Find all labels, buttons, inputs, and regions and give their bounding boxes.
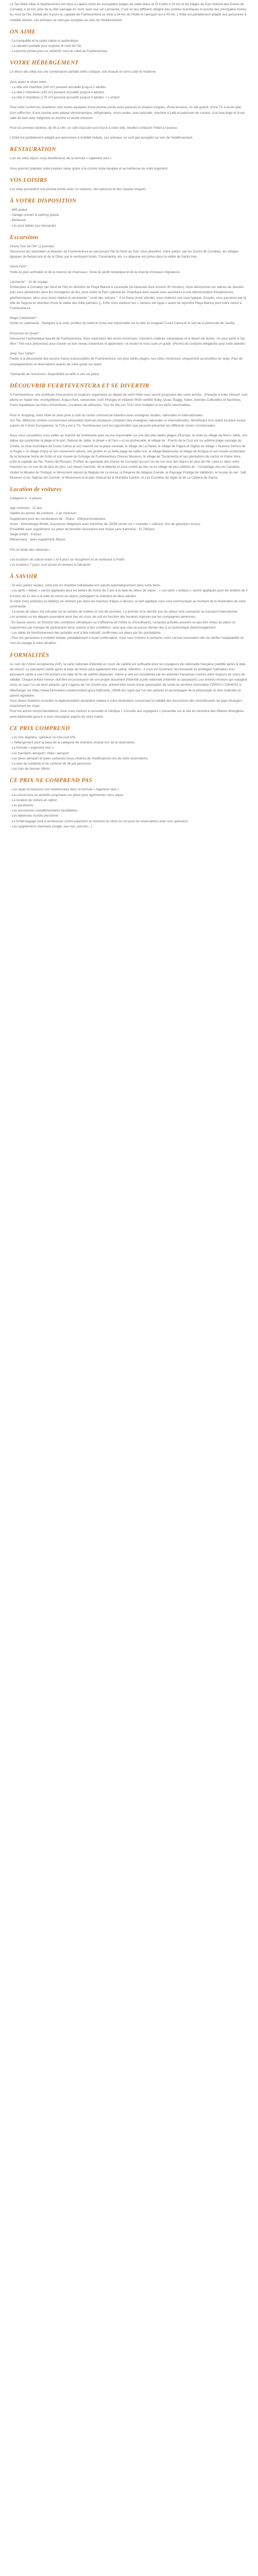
paragraph: - Garage couvert & parking gratuit [10,213,59,217]
paragraph: - La formule « logement seul », [10,746,55,750]
paragraph: Prix et rendu des véhicules : [10,548,51,552]
paragraph-gap [10,327,248,331]
paragraph-gap [10,100,248,105]
paragraph: - Barbecue [10,218,26,223]
paragraph: - Les transferts aéroport / hôtel / aéroport [10,751,69,755]
paragraph: L'hôtel est parfaitement adapté aux personnes à mobilité réduite. Les animaux ne sont pas acceptés au sein de l'établissement. [10,136,194,140]
section [10,486,248,568]
paragraph: Les villas possèdent une piscine privée avec un solarium, des parasols et des chaises longues. [10,187,147,191]
paragraph: - La piscine privée pour un rafraîchir sous le soleil de Fuerteventura [10,49,107,54]
paragraph: Validité du permis de conduire : 1 an minimum [10,512,77,516]
paragraph-gap [10,162,248,166]
paragraph-gap [10,409,248,413]
paragraph: Nous vous conseillons vous veiller au marché de Solebrante avec sa vue imprenable sur une des plus belles plages d'Europe, la visite du village de Morro Jable, son église qui surplombe la plage et le port. Natural de Jable, le phare « el Faro » et sa promenade, le village de : Puerto de la Cruz est sa sublime plage sauvage de Cofete, la zone touristique de Costa Calma et son marché sur la place centrale, le village de La Pared, le village de Pajara et l'église du village « Nuestra Señora de la Regla », le village d'Ajuy et son monument naturel, ses grottes et sa belle plage de sable noir, le village Betancuria, le village de Antigua et son moulin producteur de la fameuse farine de Gofio et son musée du fromage de Fuerteventura Cheese Museum, le village de Tiscamanita et ses plantations de cactus et d'aloe Vera, enfin la capitale de l'île, Puerto del Rosario. Profitez du spectacle des Dunes de Corralejo qui est l'un de nos tous des blancs en plus de l'île, celui-ci, dans votre marchez sur ce vue de de plus en plus. Les beaux marchés, de la détente et vous rendre au lieu ou en village de plus célèbre de : l'Arcipelago des les Canaries. [10,434,248,469]
paragraph-gap [10,543,248,548]
paragraph: - Les frais de dossier offerts. [10,767,51,771]
section [10,177,248,192]
paragraph-gap [10,347,248,351]
paragraph: - Les tarifs « bébés » seront appliqués pour les bébés de moins de 2 ans à la date du retour de séjour ; « Les tarifs « enfants » seront appliqués pour les enfants de 2 à moins de 12 ans à la date du retour du séjour, partageant la chambre de deux adultes. [10,589,248,598]
paragraph: Inclus : Kilométrage illimité, Assurance obligatoire avec franchise de 1500€ (inclut vol + incendie + collision, bris de glace/jour inclus). [10,522,201,526]
section [10,573,248,646]
section-heading: À VOTRE DISPOSITION [10,198,77,205]
section [10,725,248,772]
paragraph: - La situation parfaite pour explorer le nord de l'île [10,44,82,48]
paragraph: - Wifi gratuit [10,208,27,212]
paragraph: Visite du parc animalier et de la réserve de chameaux. Visite du jardin botanique et de la réserve d'oiseaux migrateurs. [10,270,181,274]
section-heading: À SAVOIR [10,573,38,580]
section-heading: RESTAURATION [10,146,56,153]
section-heading: VOTRE HÉBERGEMENT [10,60,79,66]
paragraph: Embarquez à Corralejo (au Nord de l'île) en direction de Playa Blanca à Lanzarote (la traversée dure environ 30 minutes). Vous découvrirez les salines de Janubio puis vous pénétrerez dans les montagnes de feu, pour visiter le Parc national de Timanfaya dans lequel vous assisterez à une démonstration d'expériences géothermiques, ainsi vous aurez réalisé la renommée " route des volcans ". À la Geria (zone viticole), vous visiterez une cave typique. Ensuite, vous passerez par la ville de Yaguna en direction d'une la vallée des mille palmiers (). Enfin vous visiterez les « Jameos del Agua » avant de rejoindre Playa Blanca pour votre retour à Fuerteventura. [10,285,246,310]
section [10,197,248,229]
paragraph: Au sein de l'Union européenne (UE), la carte nationale d'identité en cours de validité est suffisante pour les voyageurs de nationalité française (validité après la date de retour). Le passeport valide après la date de retour peut également être utilisé. Attention : il vous est fortement recommandé de privilégier l'utilisation d'un passeport valide à une CNI portant une date de fin de validité dépassée, même si elle est considérée par les autorités françaises comme étant toujours en cours de validité. Chaque enfant mineur, doit être en possession de son propre document d'identité (carte nationale d'identité ou passeport). Les enfants mineurs qui voyagent seuls ou sans l'un de leurs parents, qu'il s'agisse de l'un d'entre eux, doivent être munis d'une autorisation de sortie du territoire (formulaire CERFA n°15646*01 à télécharger sur https://www.formulaires.modernisation.gouv.fr/gf/cerfa_15646.do) signé par l'un des parents et accompagné de la photocopie du titre d'identité du parent signataire. [10,662,247,698]
section [10,652,248,720]
paragraph: - La villa 2 chambres (145 m²) pouvant accueillir jusqu'à 4 adultes [10,91,104,95]
paragraph: Partez à la découverte des recoins traces inaccessibles de Fuerteventura, ses plus belles plages, ses côtes rocheuses, uniquement accessibles en Jeep. Pour de renseignements et réservations auprès de votre guide sur place [10,357,243,366]
paragraph-gap [10,311,248,316]
paragraph: Rehausseur : avec supplément 3€/jour [10,538,66,542]
paragraph: Supplément pour les conducteurs de : 25ans : 20€/jour/conducteur [10,517,106,521]
paragraph: - Pour les personnes à mobilité réduite, préalablement à toute confirmation, nous vous invitons à contacter notre service réservation afin de vérifier l'adaptabilité du nom du voyage à votre situation. [10,636,244,646]
paragraph: - Si vous partez seul(e), votre prix en chambre individuelle est calculé automatiquement dans votre devis. [10,584,162,588]
paragraph: - Les taxes aéroport et taxes carburant (sous réserve de modifications lors de votre réservation), [10,756,149,760]
paragraph: *Demande de l'excursion, disponibilité et tarifs à voir sur place. [10,372,100,376]
paragraph: Sur l'île, différents centres commerciaux présentent diverses boutiques comptant des enseignes nationales et internationales. Bénéficiant d'un statut insulaire avoué auprès de l'Union Européenne, la TVA y est à 7%. Nombreuses sont les opportunités que peuvent présenter les différents zones commerciales. [10,418,246,428]
section-heading: ON AIME [10,28,36,35]
paragraph: Visitez le Mirador de Tindaya, le Monument naturel du Malpais de La Arena, la Réserve de Aldapas Grande, le Paysage Protégé de Vallebrón, le musée du sel - Salt Museum et les Salinas del Carmen, le Monument et le parc Natural de la Montaña Cardón, et Les Cuchillas de Vigán et de La Caldera de Gairía. [10,470,246,480]
paragraph: Lanzarote* : 1h de voyage. [10,280,49,284]
paragraph-gap [10,260,248,264]
paragraph: - La villa 3 chambres (175 m²) pouvant accueillir jusqu'à 5 adultes + 1 enfant [10,96,120,100]
paragraph: Si votre (nos) enfant(s) ou bébé(s) ne rentrent pas dans les tranches d'âges ci-dessus, le tarif appliqué vous sera communiqué au moment de la finalisation de votre commande. [10,599,246,609]
section [10,2,248,23]
section-heading: CE PRIX COMPREND [10,725,70,732]
section [10,382,248,481]
paragraph: Pour votre confort les chambres sont toutes équipées d'une piscine privée avec parasols et chaises longues, d'une terrasse, un wifi gratuit, d'une TV à écran plat, d'un coffre-fort, d'une cuisine avec plaque vitrocéramique, réfrigérateur, micro-ondes, lave-vaisselle, machine à café et patio/coin de cuisine, d'un lave-linge et d'une salle de bain avec baignoire ou douche et sèche-cheveux. [10,106,245,120]
section [10,146,248,171]
paragraph: Découvrez l'authentique beauté de Fuerteventura. Vous explorerez des terres inconnues, d'anciens cratères volcaniques et le désert de dunes. Un pour partir à l'air libre ! Tiré vous préconisez pour d'avoir un bon niveau d'aventure et apprendre ! et récitez-le vous suivi un guide. (Permis de conduire obligatoire pour cette activité) [10,336,246,346]
paragraph: Le Tao Maïa Villas & Apartamentos est situé à Lajares entre les incroyables plages de sable blanc et El Cotillo à 10 km et les plages de Parc Naturel des Dunes de Corralejo à 18 km, près de la côte sauvage du nord, avec vue sur Lanzarote. C'est un lieu différent, éloigné des centres touristiques et proche des principales écoles du nord de l'île. Parfait dès 8 jours la, capitale de Fuerteventura se situe à 34 km de l'hôtel et l'aéroport est à 40 km. L'hôtel est parfaitement adapté aux personnes à mobilité réduite. Les animaux ne sont pas acceptés au sein de l'établissement. [10,3,247,22]
paragraph: - Les vols réguliers, spécieux ou low-cost A/R, [10,735,76,739]
paragraph: Pour les autres recommandations, nous vous invitons à consulter la rubrique « Conseils aux voyageurs » présentée sur le site du ministère des Affaires étrangères www.diplomatie.gouv.fr à vous renseigner auprès de votre mairie. [10,709,244,719]
paragraph: - Les assurances complémentaires facultatives [10,809,77,813]
paragraph-gap [10,553,248,557]
paragraph: Jeep Tour Safari* : [10,352,37,356]
paragraph: - La villa une chambre (140 m²) pouvant accueillir jusqu'à 2 adultes [10,85,106,89]
section [10,234,248,377]
paragraph: Pour le shopping, votre hôtel se situe juste à côté du centre commercial Atlantico avec enseignes locales, nationales et internationales. [10,413,204,417]
paragraph: À Fuerteventura, une multitude d'excursions et locations organisées au départ de votre hôtel vous seront proposées dès votre arrivée : (Parasite à voile, kitesurf, surf, pêche en haute mer, montgolfières, Acqua Park, randonnée, Golf, Plongée et initiation PADI certifié) Baby, Quad, Buggy, Safari, Activités Culturelles et Sportives, Parcs Aquatiques au Parcs d'Aventures, Locations de véhicules, Tour de l'île,Les TAXI sont multiples et les tarifs raisonnables. [10,393,248,408]
paragraph: Pour les arrivées tardives, de 9h à 14h, un café d'accueil sera fourni à votre villa. Veuillez contacter l'hôtel à l'avance. [10,126,178,130]
paragraph: - Les dépenses d'ordre personnel [10,814,58,818]
paragraph: Grand Tour de l'île* (1 journée) : [10,244,56,248]
paragraph: - Les repas et boissons non mentionnées dans la formule « logement seul » [10,788,119,792]
paragraph-gap [10,131,248,135]
paragraph: Catégorie A - 4 places [10,496,42,500]
paragraph-gap [10,121,248,126]
paragraph: Oasis Parc* : [10,265,29,269]
paragraph: Sortie en catamaran : Naviguez à la voile, profitez du soleil et d'une vue imprenable sur la côte en longeant Costa Calma et le sud de la péninsule de Jandía. [10,321,236,326]
paragraph: - La tranquillité et le cadre calme et authentique [10,39,78,43]
paragraph: - Les suppléments éventuels (single, vue mer, pension...) [10,824,92,828]
paragraph-gap [10,429,248,433]
paragraph: - En basse saison, en fonction des conditions climatiques ou d'affluence de l'hôtel ou d'insuffisants, certaines activités peuvent ne pas être mises en place ou supprimées par manque de participants et/ou soumis à des conditions, sans que cela ne puisse donner lieu à un quelconque dédommagement. [10,620,236,630]
section-heading: FORMALITÉS [10,652,50,658]
paragraph: Vous aurez le choix entre : [10,80,49,84]
paragraph-gap [10,501,248,506]
paragraph: - Les pourboires [10,803,34,807]
paragraph: Les locations 7 jours, sont prises et rendues à l'aéroport. [10,563,91,567]
section [10,59,248,141]
paragraph: Possibilité avec supplément sur place de prendre l'assurance tout risque sans franchise : 22,70€/jour [10,528,155,531]
paragraph: Les locations de voiture entre 1 et 6 jours se récupèrent et se restituent à l'hôtel. [10,557,125,562]
section-heading: Location de voitures [10,486,62,493]
paragraph: - Lits pour bébés (sur demande) [10,224,56,228]
section-heading: Excursions [10,234,39,241]
paragraph: Lors de votre séjour, vous bénéficierez de la formule « logement seul ». [10,157,113,161]
paragraph: Age minimum : 21 ans [10,506,42,511]
paragraph: Vous pourrez préparer votre propres repas grâce à la cuisine toute équipée et au barbecue de votre logement. [10,166,169,171]
paragraph: Le décor des villas est une combinaison parfaite entre rustique, soit chaude en terre cuite et moderne. [10,70,157,74]
paragraph: - L'hébergement pour la base de la catégorie de chambre choisie lors de la réservation, [10,741,136,745]
section-heading: VOS LOISIRS [10,177,47,183]
paragraph: Les arrivées ou les départs pourraient avoir lieu en cours de nuit en fonction des horaires imposés par les compagnies aériennes. [10,615,196,619]
paragraph: - Le forfait bagage (soit à rembourser contre paiement ou moment du choix du vol pour les réservations avec vols spéciaux) [10,819,188,823]
paragraph: Magic Catamaran* : [10,316,39,320]
paragraph: Excursion en Quad* : [10,331,41,335]
paragraph: Découvrez les spécialités et beautés de Fuerteventura en parcourant l'île du Nord au Sud. Vous prendrez, entre autres, par les Dunes de Corralejo, les villages typiques de Betancuria et de la Oliva, par le verdoyant bruits, Tiscamanita, etc. Le déjeuner est prévu dans la vallée de Santa Inés. [10,250,239,259]
paragraph: - Les excursions ou activités proposées sur place pour agrémenter votre séjour [10,793,124,797]
section [10,28,248,55]
section [10,777,248,829]
paragraph-gap [10,275,248,280]
section-heading: DÉCOUVRIR FUERTEVENTURA ET SE DIVERTIR [10,382,150,389]
paragraph: - La taxe de solidarité et de carbone de 3€ par personne, [10,761,92,766]
paragraph: Vous devez toutefois consulter la réglementation douanière relative à votre destination concernant la validité des documents des ressortissants de pays étrangers notamment les visas. [10,699,243,708]
section-heading: CE PRIX NE COMPREND PAS [10,777,92,784]
paragraph: - La location de voiture en option [10,798,57,802]
paragraph: Siège enfant : 9 €/jour [10,533,42,537]
document-body [0,0,258,843]
paragraph: - Les dates de fonctionnement des activités sont à titre indicatif, confirmées sur place par les prestataires. [10,631,162,635]
paragraph-gap [10,75,248,80]
paragraph: - La durée du séjour est calculée sur le nombre de nuitées et non de journées. Le premier et le dernier jour du séjour sont consacrés au transport international. [10,610,238,614]
paragraph-gap [10,367,248,372]
